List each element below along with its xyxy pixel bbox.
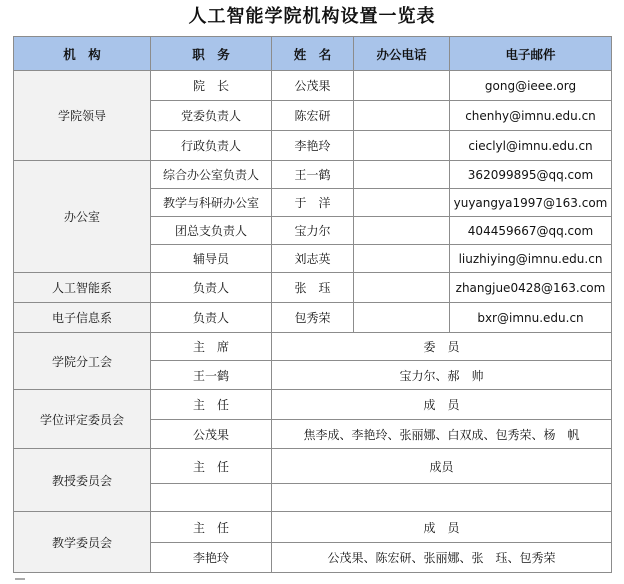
email-cell[interactable]: cieclyl@imnu.edu.cn: [450, 131, 612, 161]
phone-cell: [354, 71, 450, 101]
position-cell: 教学与科研办公室: [151, 189, 272, 217]
org-cell-leaders: 学院领导: [14, 71, 151, 161]
position-cell: 负责人: [151, 273, 272, 303]
members-cell: 宝力尔、郝 帅: [272, 361, 612, 390]
bottom-mark: [15, 578, 25, 580]
table-row: [14, 449, 612, 484]
chair-cell: 李艳玲: [151, 543, 272, 573]
phone-cell: [354, 217, 450, 245]
members-label-cell: 成 员: [272, 512, 612, 543]
header-row: [14, 37, 612, 71]
role-label-cell: 主 任: [151, 390, 272, 420]
name-cell: 包秀荣: [272, 303, 354, 333]
role-label-cell: 主 任: [151, 512, 272, 543]
org-cell-teaching-committee: 教学委员会: [14, 512, 151, 573]
email-cell[interactable]: zhangjue0428@163.com: [450, 273, 612, 303]
org-table: [13, 36, 612, 573]
position-cell: 综合办公室负责人: [151, 161, 272, 189]
email-cell[interactable]: 362099895@qq.com: [450, 161, 612, 189]
phone-cell: [354, 131, 450, 161]
members-label-cell: 委 员: [272, 333, 612, 361]
members-label-cell: 成员: [272, 449, 612, 484]
position-cell: 团总支负责人: [151, 217, 272, 245]
table-row: [14, 273, 612, 303]
email-cell[interactable]: chenhy@imnu.edu.cn: [450, 101, 612, 131]
phone-cell: [354, 101, 450, 131]
phone-cell: [354, 161, 450, 189]
role-label-cell: 主 席: [151, 333, 272, 361]
org-cell-degree-committee: 学位评定委员会: [14, 390, 151, 449]
name-cell: 李艳玲: [272, 131, 354, 161]
role-label-cell: 主 任: [151, 449, 272, 484]
name-cell: 刘志英: [272, 245, 354, 273]
members-cell: [272, 484, 612, 512]
name-cell: 陈宏研: [272, 101, 354, 131]
name-cell: 宝力尔: [272, 217, 354, 245]
org-cell-office: 办公室: [14, 161, 151, 273]
position-cell: 党委负责人: [151, 101, 272, 131]
name-cell: 公茂果: [272, 71, 354, 101]
chair-cell: 公茂果: [151, 420, 272, 449]
email-cell[interactable]: bxr@imnu.edu.cn: [450, 303, 612, 333]
position-cell: 行政负责人: [151, 131, 272, 161]
org-cell-union: 学院分工会: [14, 333, 151, 390]
email-cell[interactable]: liuzhiying@imnu.edu.cn: [450, 245, 612, 273]
header-org: 机 构: [14, 37, 151, 71]
members-label-cell: 成 员: [272, 390, 612, 420]
position-cell: 院 长: [151, 71, 272, 101]
position-cell: 负责人: [151, 303, 272, 333]
chair-cell: [151, 484, 272, 512]
name-cell: 张 珏: [272, 273, 354, 303]
table-row: [14, 161, 612, 189]
table-row: [14, 71, 612, 101]
chair-cell: 王一鹤: [151, 361, 272, 390]
phone-cell: [354, 189, 450, 217]
phone-cell: [354, 245, 450, 273]
name-cell: 王一鹤: [272, 161, 354, 189]
header-phone: 办公电话: [354, 37, 450, 71]
org-cell-ei-dept: 电子信息系: [14, 303, 151, 333]
page-title: 人工智能学院机构设置一览表: [188, 6, 436, 27]
org-cell-professor-committee: 教授委员会: [14, 449, 151, 512]
members-cell: 焦李成、李艳玲、张丽娜、白双成、包秀荣、杨 帆: [272, 420, 612, 449]
name-cell: 于 洋: [272, 189, 354, 217]
header-position: 职 务: [151, 37, 272, 71]
email-cell[interactable]: 404459667@qq.com: [450, 217, 612, 245]
org-cell-ai-dept: 人工智能系: [14, 273, 151, 303]
phone-cell: [354, 273, 450, 303]
table-row: [14, 390, 612, 420]
header-name: 姓 名: [272, 37, 354, 71]
table-row: [14, 333, 612, 361]
position-cell: 辅导员: [151, 245, 272, 273]
members-cell: 公茂果、陈宏研、张丽娜、张 珏、包秀荣: [272, 543, 612, 573]
email-cell[interactable]: gong@ieee.org: [450, 71, 612, 101]
phone-cell: [354, 303, 450, 333]
email-cell[interactable]: yuyangya1997@163.com: [450, 189, 612, 217]
table-row: [14, 512, 612, 543]
table-row: [14, 303, 612, 333]
header-email: 电子邮件: [450, 37, 612, 71]
